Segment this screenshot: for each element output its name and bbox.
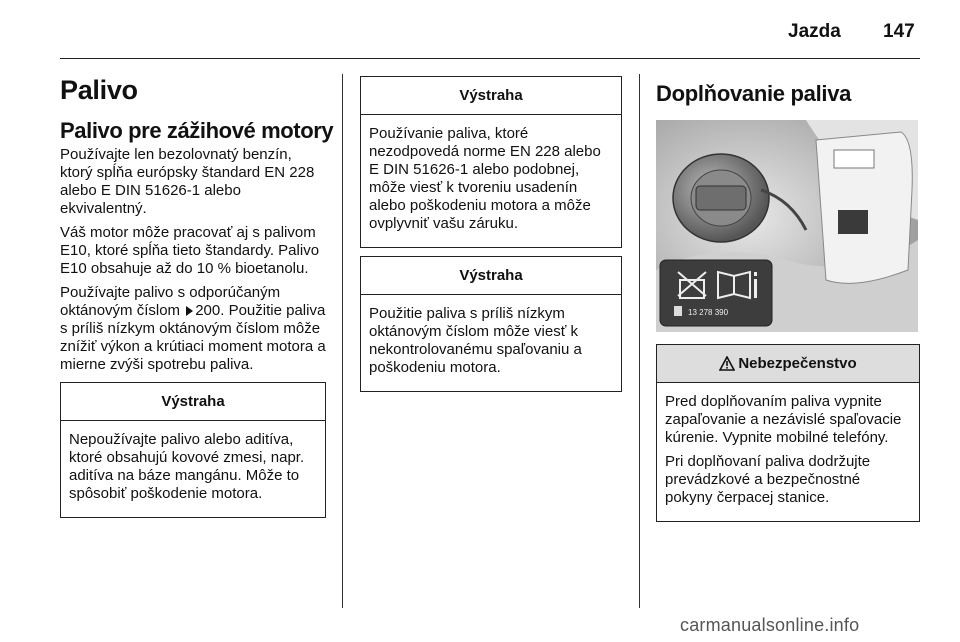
warning-box-text: Používanie paliva, ktoré nezodpovedá norme EN 228 alebo E DIN 51626-1 alebo podobnej, môže viesť k tvoreniu usadenín alebo poškodeniu motora a môže ovplyvniť vašu záruku. [369, 125, 601, 232]
heading-palivo: Palivo [60, 75, 138, 105]
warning-box-standards [360, 76, 622, 248]
warning-box-body [61, 421, 325, 517]
column-3 [656, 74, 920, 522]
column-1 [60, 74, 334, 518]
danger-box-text-1: Pred doplňovaním paliva vypnite zapaľovanie a nezávislé spaľovacie kúrenie. Vypnite mobilné telefóny. [665, 393, 902, 446]
heading-refueling: Doplňovanie paliva [656, 81, 852, 106]
section-title: Jazda [788, 21, 841, 42]
octane-text-b: . Použitie paliva s príliš nízkym oktánovým číslom môže znížiť výkon a krútiaci moment motora a mierne zvýši spotrebu paliva. [60, 302, 326, 373]
page-reference-link[interactable]: 200 [195, 302, 221, 319]
warning-box-text: Použitie paliva s príliš nízkym oktánovým číslom môže viesť k nekontrolovanému spaľovaniu a poškodeniu motora. [369, 305, 582, 376]
warning-box-title: Výstraha [61, 383, 325, 421]
warning-triangle-icon [719, 356, 735, 371]
fuel-filler-flap-illustration [656, 120, 918, 332]
warning-box-body [361, 295, 621, 391]
paragraph-unleaded: Používajte len bezolovnatý benzín, ktorý spĺňa európsky štandard EN 228 alebo E DIN 51626-1 alebo ekvivalentný. [60, 146, 315, 217]
heading-gasoline-engines: Palivo pre zážihové motory [60, 118, 334, 143]
warning-box-text: Nepoužívajte palivo alebo aditíva, ktoré obsahujú kovové zmesi, napr. aditíva na báze mangánu. Môže to spôsobiť poškodenie motora. [69, 431, 305, 502]
watermark: carmanualsonline.info [680, 615, 860, 635]
fuel-cap-illustration-icon [656, 120, 918, 332]
column-divider-2 [639, 74, 640, 608]
label-code: 13 278 390 [688, 308, 729, 317]
danger-box [656, 344, 920, 522]
paragraph-octane [60, 284, 326, 374]
danger-box-title: Nebezpečenstvo [738, 355, 857, 372]
column-divider-1 [342, 74, 343, 608]
danger-box-body [657, 383, 919, 521]
octane-text-a: Používajte palivo s odporúčaným oktánovým číslom [60, 284, 281, 319]
page-header [0, 0, 960, 60]
warning-box-title: Výstraha [361, 257, 621, 295]
column-2 [360, 74, 622, 392]
danger-box-header [657, 345, 919, 383]
page-number: 147 [883, 21, 915, 42]
paragraph-e10: Váš motor môže pracovať aj s palivom E10, ktoré spĺňa tieto štandardy. Palivo E10 obsahuje až do 10 % bioetanolu. [60, 224, 320, 277]
page-reference-arrow-icon [186, 306, 193, 316]
warning-box-additives [60, 382, 326, 518]
danger-box-text-2: Pri doplňovaní paliva dodržujte prevádzkové a bezpečnostné pokyny čerpacej stanice. [665, 453, 871, 506]
warning-box-title: Výstraha [361, 77, 621, 115]
warning-box-body [361, 115, 621, 247]
header-rule [60, 58, 920, 59]
warning-box-low-octane [360, 256, 622, 392]
